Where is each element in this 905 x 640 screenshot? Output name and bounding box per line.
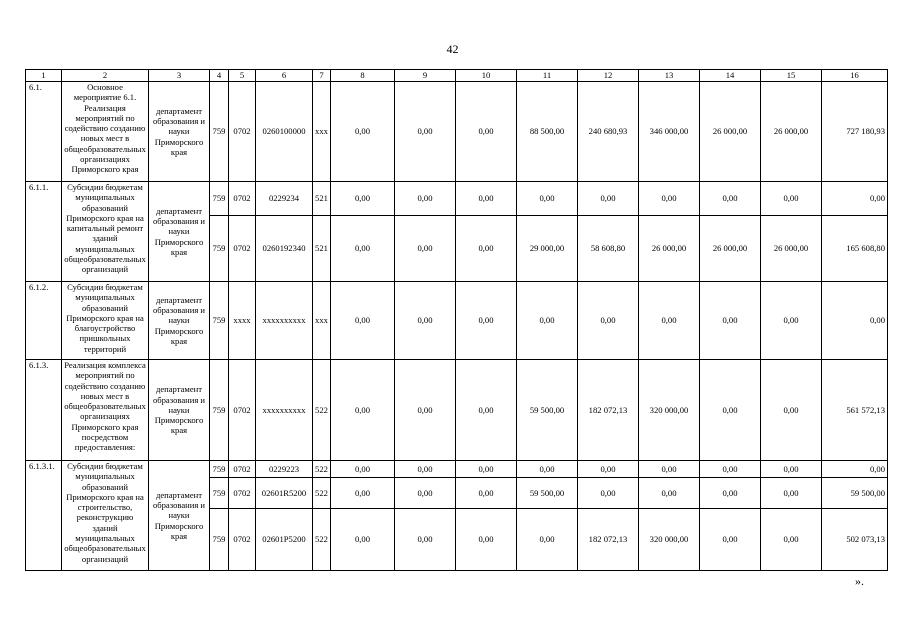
cell: ххх (313, 82, 331, 182)
header-row (26, 70, 888, 82)
row-index: 6.1. (26, 82, 62, 182)
value-cell: 59 500,00 (822, 478, 888, 509)
value-cell: 0,00 (331, 82, 395, 182)
cell: 0229234 (256, 182, 313, 216)
value-cell: 0,00 (761, 182, 822, 216)
column-header: 10 (456, 70, 517, 82)
column-header: 2 (62, 70, 149, 82)
cell: 0702 (229, 360, 256, 461)
row-index: 6.1.3.1. (26, 461, 62, 571)
value-cell: 0,00 (639, 478, 700, 509)
cell: 521 (313, 182, 331, 216)
value-cell: 0,00 (578, 182, 639, 216)
cell: 0702 (229, 182, 256, 216)
value-cell: 0,00 (517, 282, 578, 360)
column-header: 6 (256, 70, 313, 82)
value-cell: 0,00 (395, 478, 456, 509)
row-department: департамент образования и науки Приморского края (149, 282, 210, 360)
cell: 522 (313, 478, 331, 509)
value-cell: 29 000,00 (517, 216, 578, 282)
value-cell: 0,00 (822, 182, 888, 216)
cell: 759 (210, 478, 229, 509)
cell: хххххххххх (256, 282, 313, 360)
value-cell: 561 572,13 (822, 360, 888, 461)
cell: 759 (210, 282, 229, 360)
column-header: 4 (210, 70, 229, 82)
value-cell: 0,00 (639, 282, 700, 360)
value-cell: 59 500,00 (517, 478, 578, 509)
column-header: 3 (149, 70, 210, 82)
value-cell: 0,00 (822, 461, 888, 478)
row-name: Основное мероприятие 6.1. Реализация мероприятий по содействию созданию новых мест в общеобразовательных организациях Приморского края (62, 82, 149, 182)
value-cell: 0,00 (578, 461, 639, 478)
row-name: Субсидии бюджетам муниципальных образований Приморского края на благоустройство пришкольных территорий (62, 282, 149, 360)
value-cell: 0,00 (517, 182, 578, 216)
cell: 522 (313, 360, 331, 461)
value-cell: 0,00 (395, 82, 456, 182)
value-cell: 0,00 (639, 461, 700, 478)
cell: 522 (313, 509, 331, 571)
value-cell: 26 000,00 (761, 216, 822, 282)
cell: 0260192340 (256, 216, 313, 282)
budget-table (25, 69, 888, 571)
value-cell: 0,00 (331, 182, 395, 216)
row-department: департамент образования и науки Приморского края (149, 461, 210, 571)
value-cell: 0,00 (395, 509, 456, 571)
value-cell: 0,00 (331, 461, 395, 478)
cell: 0260100000 (256, 82, 313, 182)
value-cell: 0,00 (700, 282, 761, 360)
column-header: 8 (331, 70, 395, 82)
row-department: департамент образования и науки Приморского края (149, 182, 210, 282)
value-cell: 0,00 (700, 461, 761, 478)
value-cell: 0,00 (395, 461, 456, 478)
value-cell: 0,00 (456, 478, 517, 509)
cell: 759 (210, 82, 229, 182)
column-header: 9 (395, 70, 456, 82)
table-row (26, 182, 888, 216)
column-header: 1 (26, 70, 62, 82)
value-cell: 88 500,00 (517, 82, 578, 182)
value-cell: 0,00 (331, 282, 395, 360)
value-cell: 0,00 (456, 216, 517, 282)
value-cell: 0,00 (517, 461, 578, 478)
end-mark: ». (855, 574, 864, 588)
row-name: Реализация комплекса мероприятий по содействию созданию новых мест в общеобразовательных организациях Приморского края посредством предоставления: (62, 360, 149, 461)
cell: 522 (313, 461, 331, 478)
cell: 0702 (229, 509, 256, 571)
cell: 759 (210, 216, 229, 282)
value-cell: 0,00 (331, 509, 395, 571)
row-name: Субсидии бюджетам муниципальных образований Приморского края на строительство, реконструкцию зданий муниципальных общеобразовательных организаций (62, 461, 149, 571)
page-number: 42 (446, 42, 459, 56)
value-cell: 0,00 (331, 216, 395, 282)
cell: хххххххххх (256, 360, 313, 461)
column-header: 13 (639, 70, 700, 82)
row-name: Субсидии бюджетам муниципальных образований Приморского края на капитальный ремонт зданий муниципальных общеобразовательных организаций (62, 182, 149, 282)
cell: 0702 (229, 478, 256, 509)
row-department: департамент образования и науки Приморского края (149, 82, 210, 182)
column-header: 7 (313, 70, 331, 82)
value-cell: 0,00 (822, 282, 888, 360)
value-cell: 320 000,00 (639, 509, 700, 571)
value-cell: 26 000,00 (761, 82, 822, 182)
value-cell: 0,00 (761, 461, 822, 478)
value-cell: 165 608,80 (822, 216, 888, 282)
value-cell: 346 000,00 (639, 82, 700, 182)
value-cell: 0,00 (578, 282, 639, 360)
cell: 02601R5200 (256, 478, 313, 509)
value-cell: 0,00 (761, 509, 822, 571)
value-cell: 0,00 (395, 360, 456, 461)
value-cell: 0,00 (395, 216, 456, 282)
cell: 759 (210, 461, 229, 478)
value-cell: 182 072,13 (578, 509, 639, 571)
column-header: 5 (229, 70, 256, 82)
cell: ххх (313, 282, 331, 360)
cell: 759 (210, 360, 229, 461)
column-header: 16 (822, 70, 888, 82)
table-row (26, 82, 888, 182)
value-cell: 727 180,93 (822, 82, 888, 182)
value-cell: 0,00 (517, 509, 578, 571)
value-cell: 0,00 (395, 282, 456, 360)
value-cell: 0,00 (700, 182, 761, 216)
row-index: 6.1.3. (26, 360, 62, 461)
column-header: 11 (517, 70, 578, 82)
cell: хххх (229, 282, 256, 360)
column-header: 12 (578, 70, 639, 82)
row-department: департамент образования и науки Приморского края (149, 360, 210, 461)
cell: 759 (210, 182, 229, 216)
value-cell: 0,00 (700, 360, 761, 461)
table-row (26, 282, 888, 360)
value-cell: 0,00 (761, 282, 822, 360)
value-cell: 502 073,13 (822, 509, 888, 571)
cell: 0702 (229, 216, 256, 282)
value-cell: 0,00 (761, 360, 822, 461)
value-cell: 26 000,00 (639, 216, 700, 282)
value-cell: 0,00 (578, 478, 639, 509)
cell: 759 (210, 509, 229, 571)
value-cell: 0,00 (700, 509, 761, 571)
value-cell: 0,00 (456, 82, 517, 182)
column-header: 14 (700, 70, 761, 82)
table-row (26, 360, 888, 461)
row-index: 6.1.1. (26, 182, 62, 282)
value-cell: 0,00 (331, 478, 395, 509)
value-cell: 58 608,80 (578, 216, 639, 282)
value-cell: 26 000,00 (700, 216, 761, 282)
value-cell: 0,00 (700, 478, 761, 509)
value-cell: 26 000,00 (700, 82, 761, 182)
value-cell: 320 000,00 (639, 360, 700, 461)
value-cell: 0,00 (456, 182, 517, 216)
value-cell: 182 072,13 (578, 360, 639, 461)
cell: 0702 (229, 82, 256, 182)
value-cell: 0,00 (331, 360, 395, 461)
cell: 521 (313, 216, 331, 282)
column-header: 15 (761, 70, 822, 82)
value-cell: 0,00 (761, 478, 822, 509)
value-cell: 0,00 (456, 282, 517, 360)
value-cell: 240 680,93 (578, 82, 639, 182)
row-index: 6.1.2. (26, 282, 62, 360)
value-cell: 59 500,00 (517, 360, 578, 461)
value-cell: 0,00 (456, 509, 517, 571)
cell: 02601P5200 (256, 509, 313, 571)
value-cell: 0,00 (395, 182, 456, 216)
table-row (26, 461, 888, 478)
value-cell: 0,00 (639, 182, 700, 216)
cell: 0702 (229, 461, 256, 478)
value-cell: 0,00 (456, 360, 517, 461)
cell: 0229223 (256, 461, 313, 478)
value-cell: 0,00 (456, 461, 517, 478)
